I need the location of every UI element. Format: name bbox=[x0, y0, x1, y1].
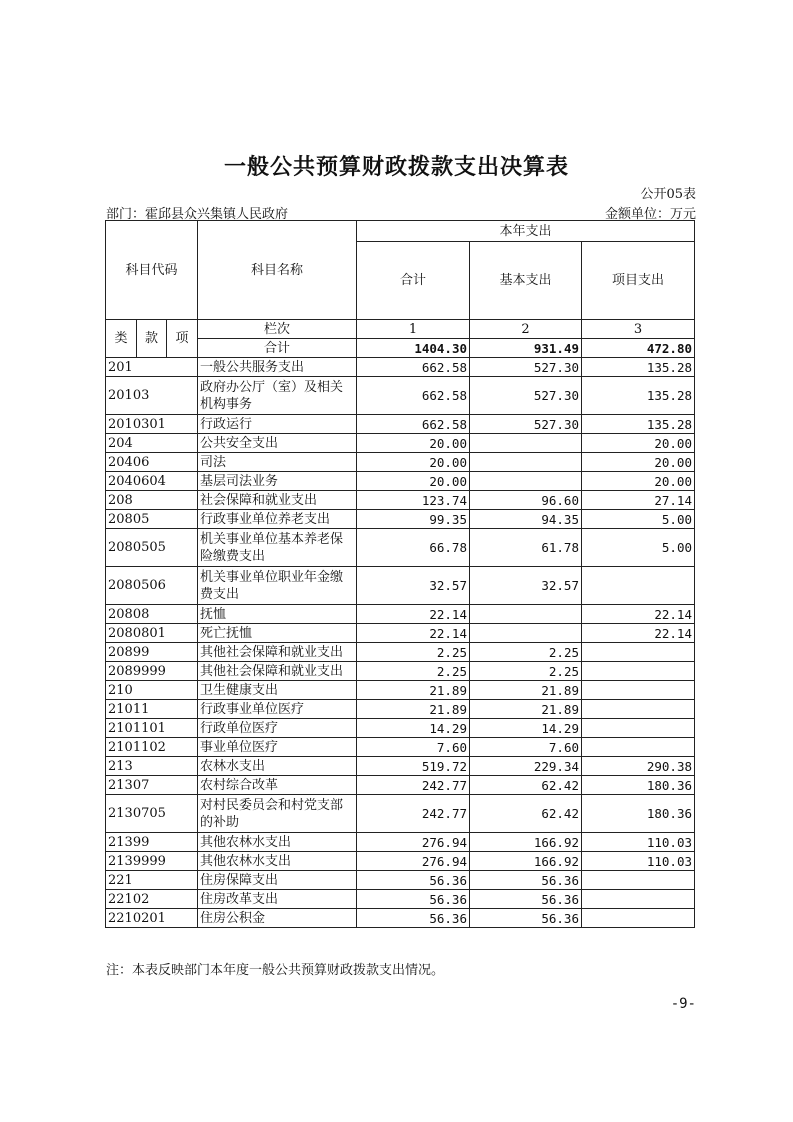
row-code: 20805 bbox=[106, 510, 198, 529]
row-project: 180.36 bbox=[582, 776, 695, 795]
table-row bbox=[106, 909, 695, 928]
row-code: 20406 bbox=[106, 453, 198, 472]
row-name: 农村综合改革 bbox=[198, 776, 357, 795]
row-project: 110.03 bbox=[582, 852, 695, 871]
row-project bbox=[582, 871, 695, 890]
row-name: 社会保障和就业支出 bbox=[198, 491, 357, 510]
table-row bbox=[106, 776, 695, 795]
row-project: 135.28 bbox=[582, 377, 695, 415]
row-name: 其他农林水支出 bbox=[198, 852, 357, 871]
table-row bbox=[106, 434, 695, 453]
row-basic bbox=[470, 472, 582, 491]
row-name: 卫生健康支出 bbox=[198, 681, 357, 700]
row-name: 行政事业单位养老支出 bbox=[198, 510, 357, 529]
row-total: 21.89 bbox=[357, 681, 470, 700]
row-code: 2101102 bbox=[106, 738, 198, 757]
column-number-2: 2 bbox=[470, 320, 582, 339]
row-name: 公共安全支出 bbox=[198, 434, 357, 453]
row-name: 一般公共服务支出 bbox=[198, 358, 357, 377]
row-project: 5.00 bbox=[582, 510, 695, 529]
table-row bbox=[106, 415, 695, 434]
row-basic: 14.29 bbox=[470, 719, 582, 738]
row-total: 662.58 bbox=[357, 415, 470, 434]
row-total: 22.14 bbox=[357, 624, 470, 643]
row-code: 2080506 bbox=[106, 567, 198, 605]
table-row bbox=[106, 833, 695, 852]
header-lei: 类 bbox=[106, 320, 137, 358]
row-code: 208 bbox=[106, 491, 198, 510]
row-total: 66.78 bbox=[357, 529, 470, 567]
row-total: 99.35 bbox=[357, 510, 470, 529]
header-this-year: 本年支出 bbox=[357, 221, 695, 242]
row-code: 2139999 bbox=[106, 852, 198, 871]
row-project bbox=[582, 738, 695, 757]
row-project: 110.03 bbox=[582, 833, 695, 852]
table-row bbox=[106, 472, 695, 491]
row-total: 14.29 bbox=[357, 719, 470, 738]
row-project: 180.36 bbox=[582, 795, 695, 833]
row-project: 20.00 bbox=[582, 453, 695, 472]
row-total: 276.94 bbox=[357, 833, 470, 852]
table-row bbox=[106, 358, 695, 377]
row-project: 5.00 bbox=[582, 529, 695, 567]
row-code: 2080801 bbox=[106, 624, 198, 643]
row-total: 20.00 bbox=[357, 453, 470, 472]
row-code: 20899 bbox=[106, 643, 198, 662]
row-project bbox=[582, 681, 695, 700]
row-total: 7.60 bbox=[357, 738, 470, 757]
table-row bbox=[106, 890, 695, 909]
row-total: 242.77 bbox=[357, 776, 470, 795]
header-total: 合计 bbox=[357, 242, 470, 320]
row-project: 290.38 bbox=[582, 757, 695, 776]
row-code: 2040604 bbox=[106, 472, 198, 491]
table-row bbox=[106, 871, 695, 890]
row-name: 住房公积金 bbox=[198, 909, 357, 928]
row-basic: 62.42 bbox=[470, 795, 582, 833]
row-total: 56.36 bbox=[357, 890, 470, 909]
row-code: 22102 bbox=[106, 890, 198, 909]
header-kuan: 款 bbox=[137, 320, 167, 358]
header-code: 科目代码 bbox=[106, 221, 198, 320]
table-row bbox=[106, 624, 695, 643]
row-name: 行政运行 bbox=[198, 415, 357, 434]
row-basic: 166.92 bbox=[470, 833, 582, 852]
row-total: 2.25 bbox=[357, 662, 470, 681]
row-code: 204 bbox=[106, 434, 198, 453]
table-row bbox=[106, 700, 695, 719]
row-project bbox=[582, 890, 695, 909]
form-number: 公开05表 bbox=[640, 187, 696, 202]
table-row bbox=[106, 529, 695, 567]
row-basic: 94.35 bbox=[470, 510, 582, 529]
row-project bbox=[582, 719, 695, 738]
table-row bbox=[106, 567, 695, 605]
row-basic: 527.30 bbox=[470, 358, 582, 377]
table-row bbox=[106, 453, 695, 472]
row-name: 死亡抚恤 bbox=[198, 624, 357, 643]
row-total: 2.25 bbox=[357, 643, 470, 662]
row-project bbox=[582, 662, 695, 681]
table-row bbox=[106, 757, 695, 776]
row-name: 司法 bbox=[198, 453, 357, 472]
row-total: 123.74 bbox=[357, 491, 470, 510]
table-row bbox=[106, 738, 695, 757]
table-row bbox=[106, 795, 695, 833]
row-name: 政府办公厅（室）及相关机构事务 bbox=[198, 377, 357, 415]
row-total: 662.58 bbox=[357, 358, 470, 377]
table-row bbox=[106, 491, 695, 510]
row-project: 20.00 bbox=[582, 472, 695, 491]
row-name: 住房保障支出 bbox=[198, 871, 357, 890]
row-code: 2089999 bbox=[106, 662, 198, 681]
table-row bbox=[106, 852, 695, 871]
header-basic: 基本支出 bbox=[470, 242, 582, 320]
row-total: 276.94 bbox=[357, 852, 470, 871]
table-row bbox=[106, 510, 695, 529]
department-label: 部门：霍邱县众兴集镇人民政府 bbox=[106, 207, 289, 222]
table-row bbox=[106, 605, 695, 624]
row-name: 住房改革支出 bbox=[198, 890, 357, 909]
row-total: 242.77 bbox=[357, 795, 470, 833]
row-basic: 56.36 bbox=[470, 909, 582, 928]
row-basic: 7.60 bbox=[470, 738, 582, 757]
row-project bbox=[582, 909, 695, 928]
row-name: 农林水支出 bbox=[198, 757, 357, 776]
row-basic: 2.25 bbox=[470, 662, 582, 681]
row-total: 56.36 bbox=[357, 871, 470, 890]
row-name: 其他农林水支出 bbox=[198, 833, 357, 852]
page-number: -9- bbox=[670, 996, 696, 1012]
row-code: 210 bbox=[106, 681, 198, 700]
row-code: 2080505 bbox=[106, 529, 198, 567]
table-row bbox=[106, 643, 695, 662]
row-project bbox=[582, 700, 695, 719]
row-name: 基层司法业务 bbox=[198, 472, 357, 491]
row-project: 27.14 bbox=[582, 491, 695, 510]
row-name: 行政单位医疗 bbox=[198, 719, 357, 738]
row-basic bbox=[470, 624, 582, 643]
row-basic bbox=[470, 434, 582, 453]
row-code: 20103 bbox=[106, 377, 198, 415]
row-project: 135.28 bbox=[582, 358, 695, 377]
row-name: 抚恤 bbox=[198, 605, 357, 624]
row-name: 机关事业单位职业年金缴费支出 bbox=[198, 567, 357, 605]
row-project bbox=[582, 567, 695, 605]
column-label: 栏次 bbox=[198, 320, 357, 339]
row-basic: 96.60 bbox=[470, 491, 582, 510]
row-total: 519.72 bbox=[357, 757, 470, 776]
row-basic: 166.92 bbox=[470, 852, 582, 871]
row-code: 2130705 bbox=[106, 795, 198, 833]
budget-table bbox=[105, 220, 695, 928]
row-basic: 62.42 bbox=[470, 776, 582, 795]
column-number-1: 1 bbox=[357, 320, 470, 339]
row-code: 221 bbox=[106, 871, 198, 890]
row-basic: 56.36 bbox=[470, 890, 582, 909]
column-number-3: 3 bbox=[582, 320, 695, 339]
table-row bbox=[106, 719, 695, 738]
row-name: 机关事业单位基本养老保险缴费支出 bbox=[198, 529, 357, 567]
row-total: 20.00 bbox=[357, 472, 470, 491]
row-code: 21399 bbox=[106, 833, 198, 852]
row-basic: 527.30 bbox=[470, 377, 582, 415]
row-name: 事业单位医疗 bbox=[198, 738, 357, 757]
row-total: 32.57 bbox=[357, 567, 470, 605]
row-code: 20808 bbox=[106, 605, 198, 624]
row-basic: 21.89 bbox=[470, 700, 582, 719]
row-basic: 2.25 bbox=[470, 643, 582, 662]
summary-project: 472.80 bbox=[582, 339, 695, 358]
page-title: 一般公共预算财政拨款支出决算表 bbox=[223, 155, 569, 180]
row-name: 其他社会保障和就业支出 bbox=[198, 643, 357, 662]
row-code: 2101101 bbox=[106, 719, 198, 738]
row-project: 22.14 bbox=[582, 605, 695, 624]
row-code: 201 bbox=[106, 358, 198, 377]
row-name: 对村民委员会和村党支部的补助 bbox=[198, 795, 357, 833]
table-note: 注：本表反映部门本年度一般公共预算财政拨款支出情况。 bbox=[106, 963, 445, 978]
row-basic: 61.78 bbox=[470, 529, 582, 567]
row-basic: 32.57 bbox=[470, 567, 582, 605]
row-basic: 56.36 bbox=[470, 871, 582, 890]
header-xiang: 项 bbox=[167, 320, 198, 358]
row-project: 20.00 bbox=[582, 434, 695, 453]
summary-basic: 931.49 bbox=[470, 339, 582, 358]
row-code: 2210201 bbox=[106, 909, 198, 928]
row-basic bbox=[470, 453, 582, 472]
row-basic bbox=[470, 605, 582, 624]
table-row bbox=[106, 681, 695, 700]
row-code: 21307 bbox=[106, 776, 198, 795]
row-total: 20.00 bbox=[357, 434, 470, 453]
row-total: 662.58 bbox=[357, 377, 470, 415]
table-row bbox=[106, 377, 695, 415]
row-name: 行政事业单位医疗 bbox=[198, 700, 357, 719]
row-code: 2010301 bbox=[106, 415, 198, 434]
row-basic: 229.34 bbox=[470, 757, 582, 776]
row-name: 其他社会保障和就业支出 bbox=[198, 662, 357, 681]
row-basic: 21.89 bbox=[470, 681, 582, 700]
row-basic: 527.30 bbox=[470, 415, 582, 434]
row-project: 135.28 bbox=[582, 415, 695, 434]
row-project bbox=[582, 643, 695, 662]
header-project: 项目支出 bbox=[582, 242, 695, 320]
row-code: 213 bbox=[106, 757, 198, 776]
row-total: 56.36 bbox=[357, 909, 470, 928]
row-total: 22.14 bbox=[357, 605, 470, 624]
summary-label: 合计 bbox=[198, 339, 357, 358]
header-name: 科目名称 bbox=[198, 221, 357, 320]
summary-total: 1404.30 bbox=[357, 339, 470, 358]
row-total: 21.89 bbox=[357, 700, 470, 719]
row-code: 21011 bbox=[106, 700, 198, 719]
unit-label: 金额单位：万元 bbox=[604, 207, 696, 222]
table-row bbox=[106, 662, 695, 681]
row-project: 22.14 bbox=[582, 624, 695, 643]
